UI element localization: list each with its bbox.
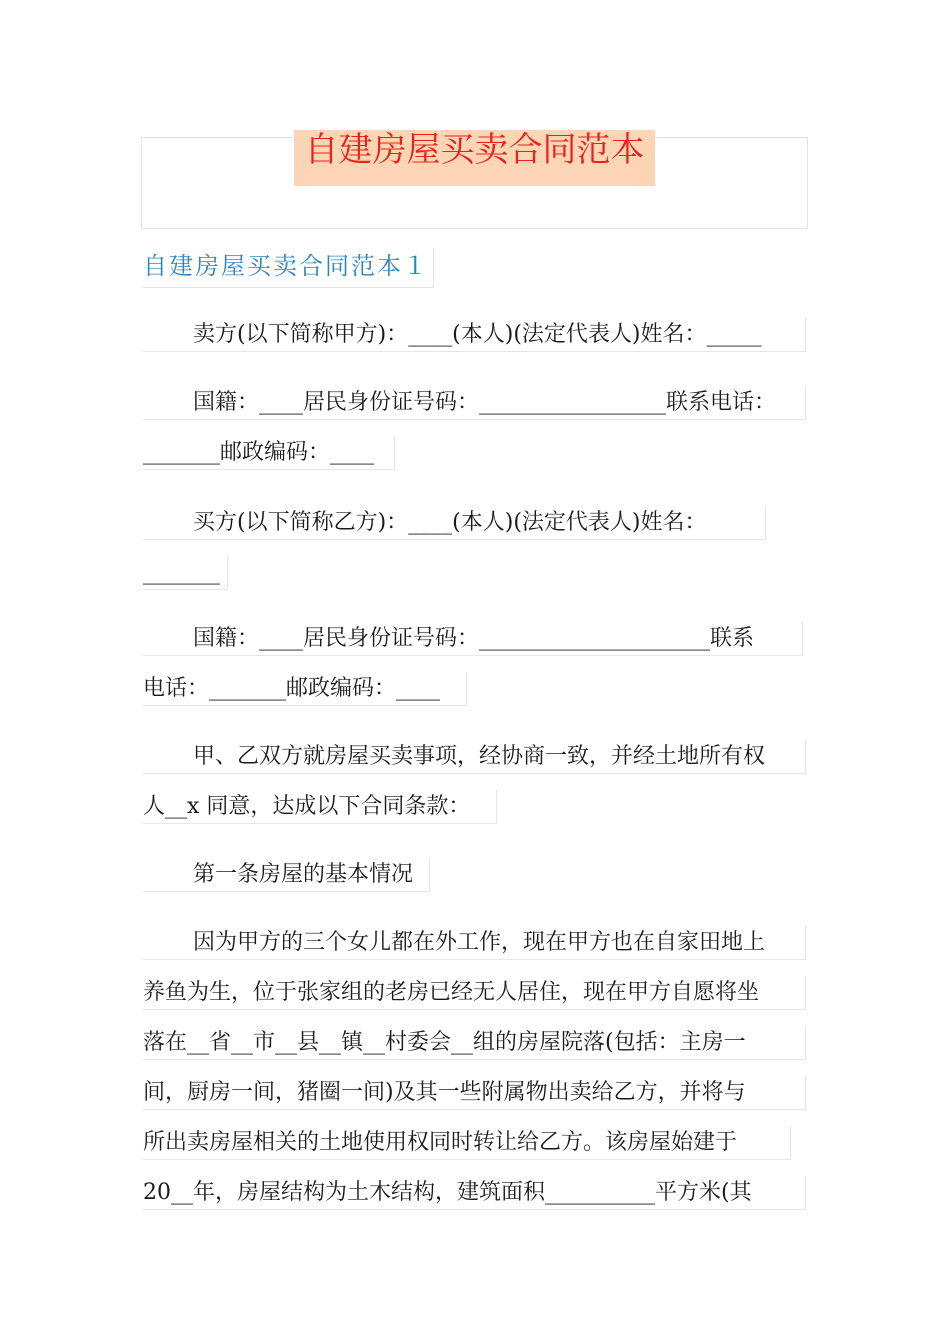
seller-name-line: 卖方(以下简称甲方)：____(本人)(法定代表人)姓名：_____ [143, 318, 806, 352]
buyer-nationality-line: 国籍：____居民身份证号码：_____________________联系 [143, 622, 803, 656]
document-title: 自建房屋买卖合同范本 [304, 130, 645, 170]
buyer-name-blank-line: _______ [143, 556, 228, 590]
section-heading: 自建房屋买卖合同范本１ [143, 248, 434, 288]
seller-postcode-line: _______邮政编码：____ [143, 436, 395, 470]
article-one-line-4: 间，厨房一间，猪圈一间)及其一些附属物出卖给乙方，并将与 [143, 1076, 806, 1110]
seller-nationality-line: 国籍：____居民身份证号码：_________________联系电话： [143, 386, 806, 420]
article-one-line-2: 养鱼为生，位于张家组的老房已经无人居住，现在甲方自愿将坐 [143, 976, 806, 1010]
buyer-postcode-line: 电话：_______邮政编码：____ [143, 672, 467, 706]
article-one-line-5: 所出卖房屋相关的土地使用权同时转让给乙方。该房屋始建于 [143, 1126, 791, 1160]
article-one-line-1: 因为甲方的三个女儿都在外工作，现在甲方也在自家田地上 [143, 926, 806, 960]
agreement-line-1: 甲、乙双方就房屋买卖事项，经协商一致，并经土地所有权 [143, 740, 806, 774]
article-one-line-6: 20__年，房屋结构为土木结构，建筑面积__________平方米(其 [143, 1176, 806, 1210]
article-one-line-3: 落在__省__市__县__镇__村委会__组的房屋院落(包括：主房一 [143, 1026, 806, 1060]
article-one-heading: 第一条房屋的基本情况 [143, 858, 430, 892]
agreement-line-2: 人__x 同意，达成以下合同条款： [143, 790, 497, 824]
buyer-name-line: 买方(以下简称乙方)：____(本人)(法定代表人)姓名： [143, 506, 766, 540]
